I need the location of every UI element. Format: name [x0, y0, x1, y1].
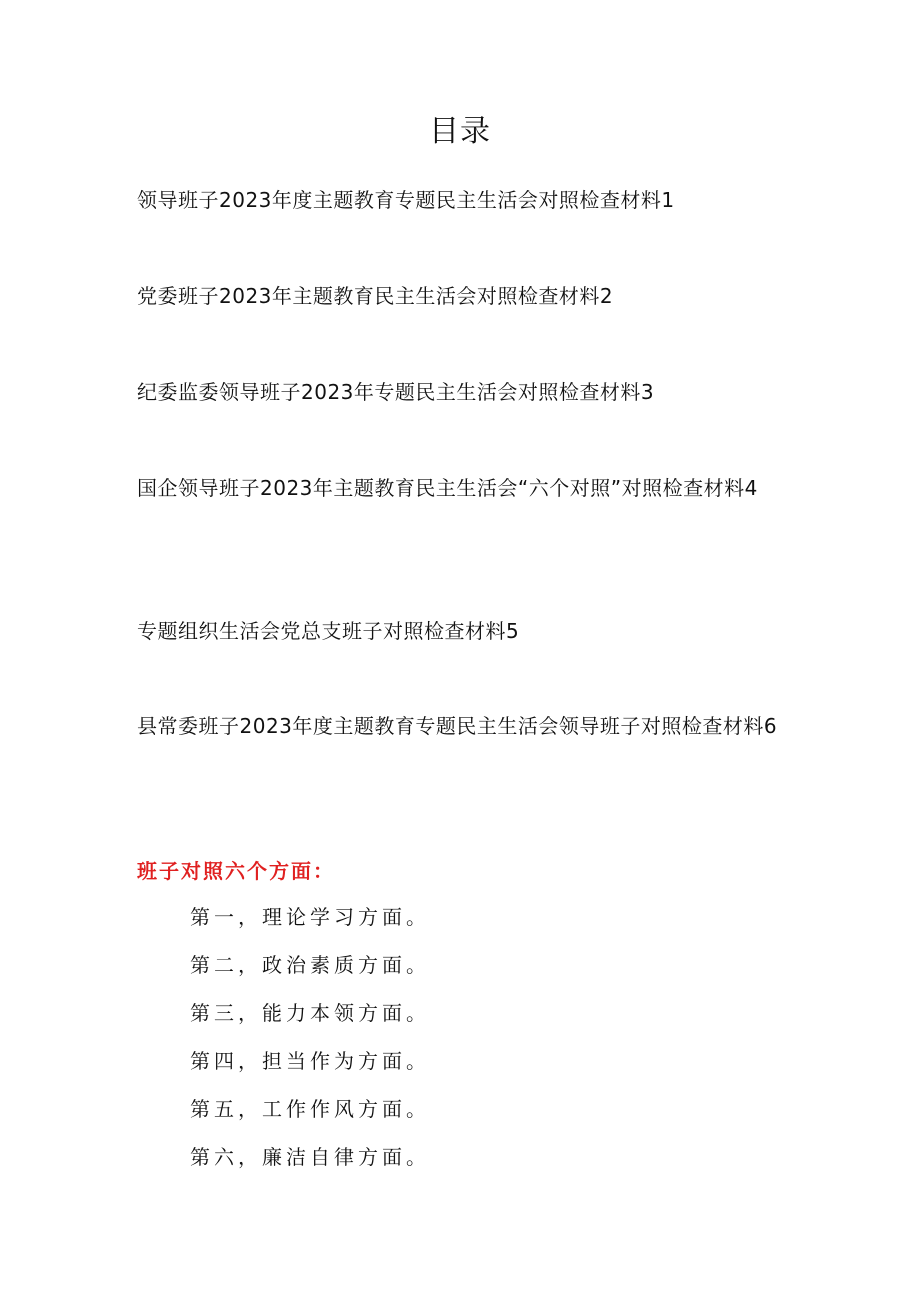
section-heading: 班子对照六个方面：	[137, 859, 335, 883]
toc-entry-5: 专题组织生活会党总支班子对照检查材料5	[137, 619, 520, 643]
aspect-item-4: 第四，担当作为方面。	[190, 1049, 430, 1073]
aspect-item-3: 第三，能力本领方面。	[190, 1001, 430, 1025]
toc-entry-1: 领导班子2023年度主题教育专题民主生活会对照检查材料1	[137, 188, 675, 212]
aspects-list	[190, 901, 430, 1189]
page-title: 目录	[429, 114, 491, 149]
toc-entry-6: 县常委班子2023年度主题教育专题民主生活会领导班子对照检查材料6	[137, 714, 778, 738]
aspect-item-5: 第五，工作作风方面。	[190, 1097, 430, 1121]
aspect-item-2: 第二，政治素质方面。	[190, 953, 430, 977]
aspect-item-1: 第一，理论学习方面。	[190, 905, 430, 929]
toc-entry-2: 党委班子2023年主题教育民主生活会对照检查材料2	[137, 284, 614, 308]
aspect-item-6: 第六，廉洁自律方面。	[190, 1145, 430, 1169]
toc-entry-3: 纪委监委领导班子2023年专题民主生活会对照检查材料3	[137, 380, 655, 404]
toc-entry-4: 国企领导班子2023年主题教育民主生活会“六个对照”对照检查材料4	[137, 476, 758, 500]
